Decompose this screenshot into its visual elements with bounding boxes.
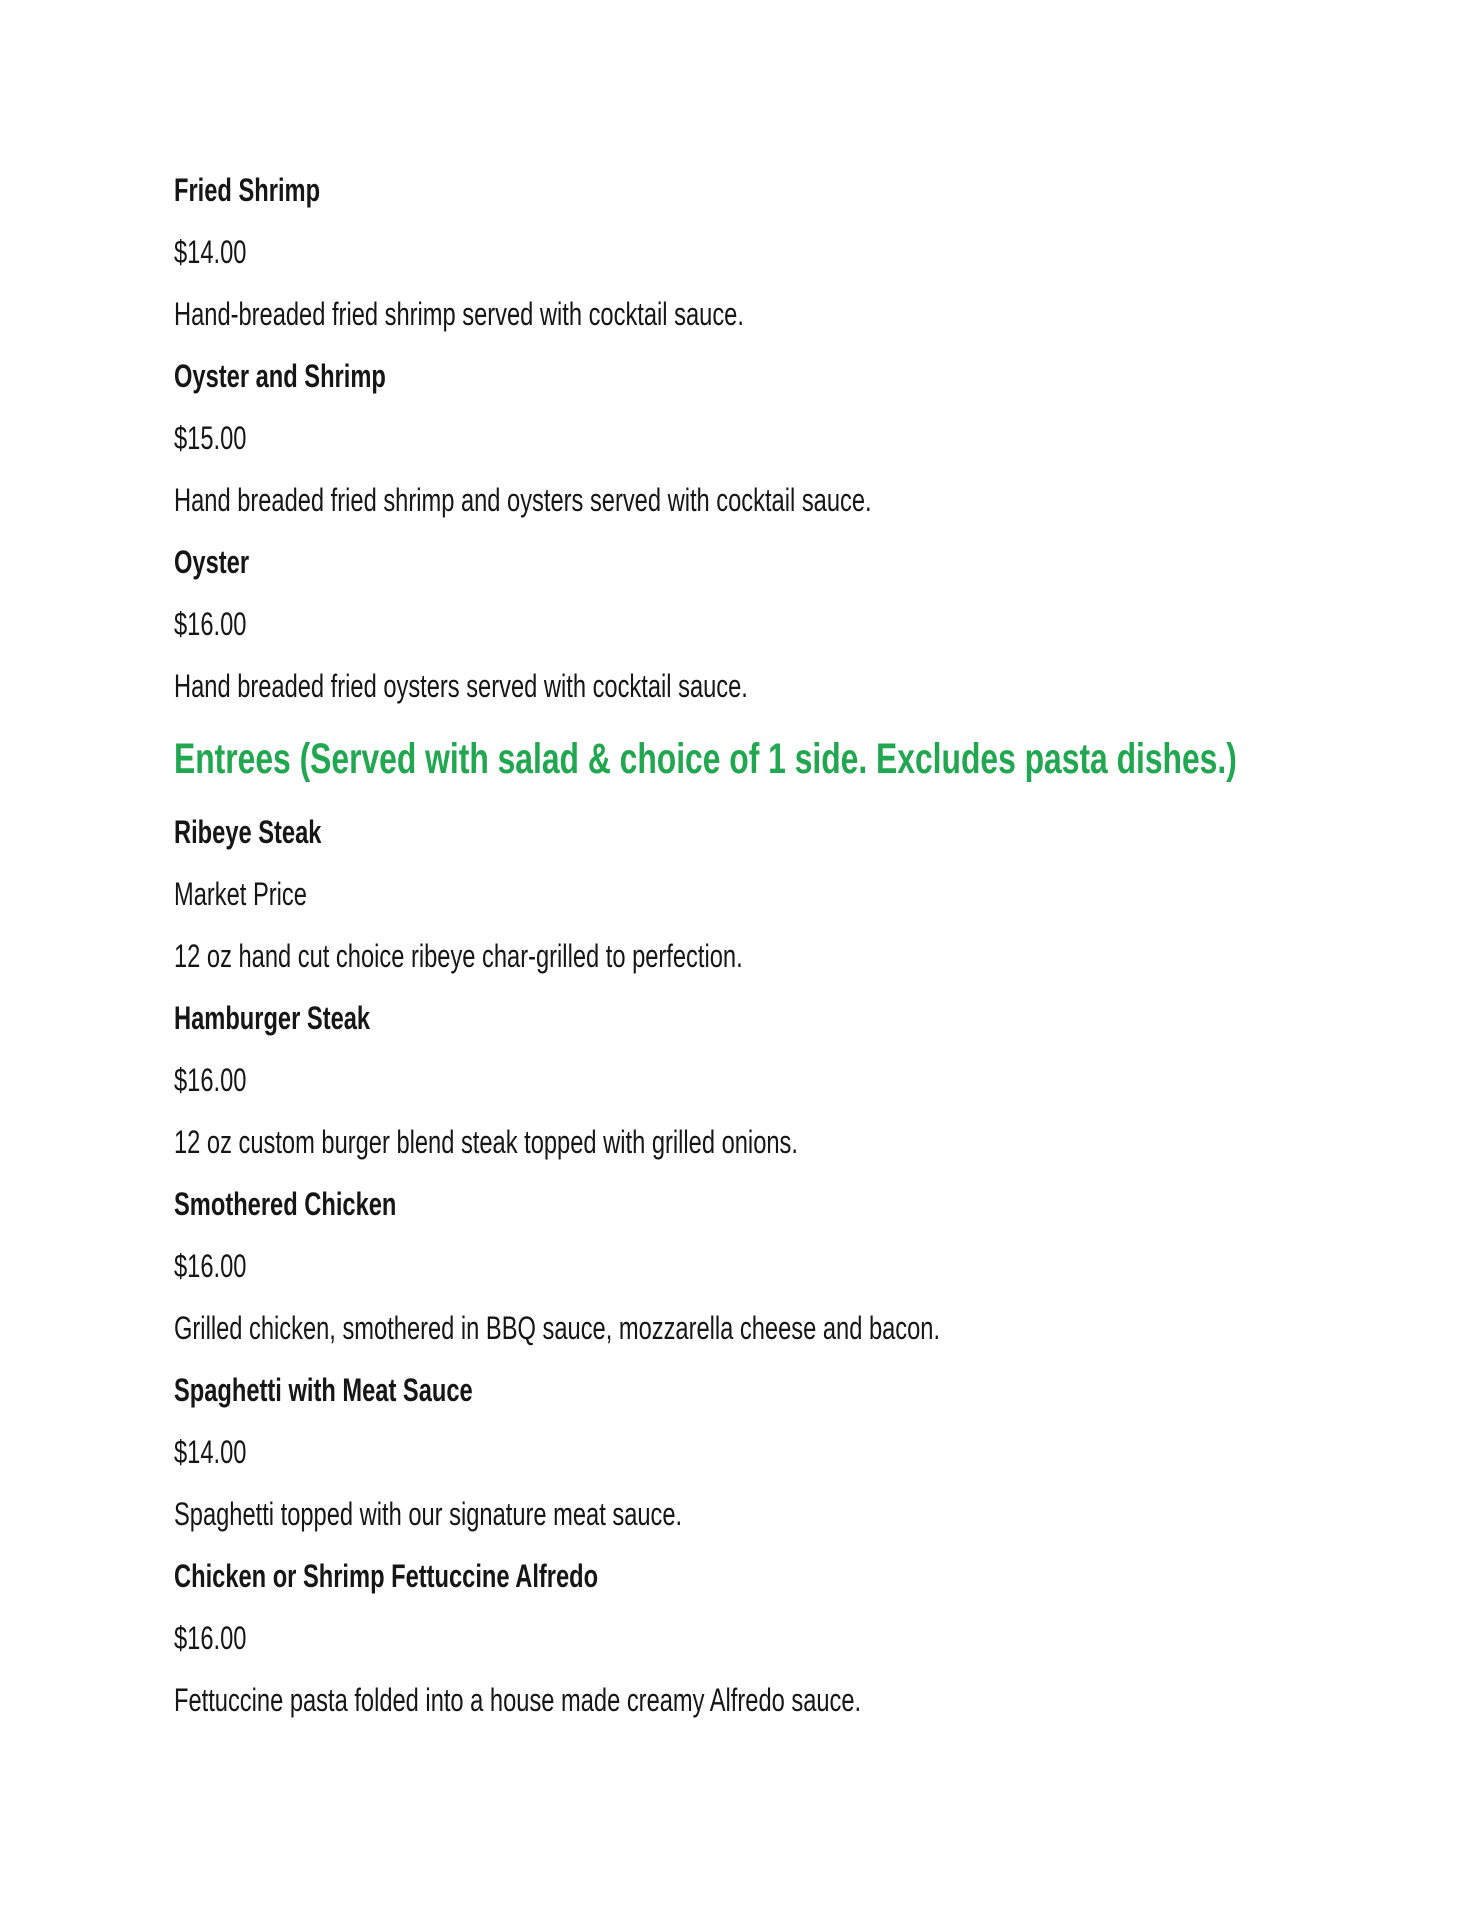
item-price: Market Price <box>174 876 307 912</box>
item-price: $15.00 <box>174 420 247 456</box>
item-description: Hand breaded fried shrimp and oysters served with cocktail sauce. <box>174 482 872 518</box>
item-description: Hand-breaded fried shrimp served with cocktail sauce. <box>174 296 744 332</box>
menu-item-fettuccine-alfredo <box>174 1545 1444 1731</box>
item-price: $14.00 <box>174 1434 247 1470</box>
item-price: $14.00 <box>174 234 247 270</box>
item-price: $16.00 <box>174 1248 247 1284</box>
menu-item-hamburger-steak <box>174 987 1444 1173</box>
item-description: Grilled chicken, smothered in BBQ sauce, mozzarella cheese and bacon. <box>174 1310 941 1346</box>
item-name: Smothered Chicken <box>174 1186 397 1222</box>
item-name: Oyster and Shrimp <box>174 358 386 394</box>
section-heading-entrees: Entrees (Served with salad & choice of 1 side. Excludes pasta dishes.) <box>174 734 1237 783</box>
menu-item-ribeye-steak <box>174 801 1444 987</box>
item-description: Spaghetti topped with our signature meat sauce. <box>174 1496 683 1532</box>
menu-item-smothered-chicken <box>174 1173 1444 1359</box>
menu-item-oyster-and-shrimp <box>174 345 1444 531</box>
item-description: 12 oz hand cut choice ribeye char-grilled to perfection. <box>174 938 743 974</box>
item-price: $16.00 <box>174 1620 247 1656</box>
menu-item-spaghetti-meat-sauce <box>174 1359 1444 1545</box>
menu-item-fried-shrimp <box>174 159 1444 345</box>
menu-item-oyster <box>174 531 1444 717</box>
item-name: Chicken or Shrimp Fettuccine Alfredo <box>174 1558 599 1594</box>
item-name: Fried Shrimp <box>174 172 321 208</box>
item-description: Hand breaded fried oysters served with cocktail sauce. <box>174 668 748 704</box>
item-name: Oyster <box>174 544 250 580</box>
item-description: 12 oz custom burger blend steak topped with grilled onions. <box>174 1124 798 1160</box>
menu-content <box>174 159 1444 1731</box>
item-price: $16.00 <box>174 606 247 642</box>
item-name: Spaghetti with Meat Sauce <box>174 1372 473 1408</box>
item-description: Fettuccine pasta folded into a house made creamy Alfredo sauce. <box>174 1682 862 1718</box>
item-price: $16.00 <box>174 1062 247 1098</box>
item-name: Ribeye Steak <box>174 814 322 850</box>
item-name: Hamburger Steak <box>174 1000 371 1036</box>
